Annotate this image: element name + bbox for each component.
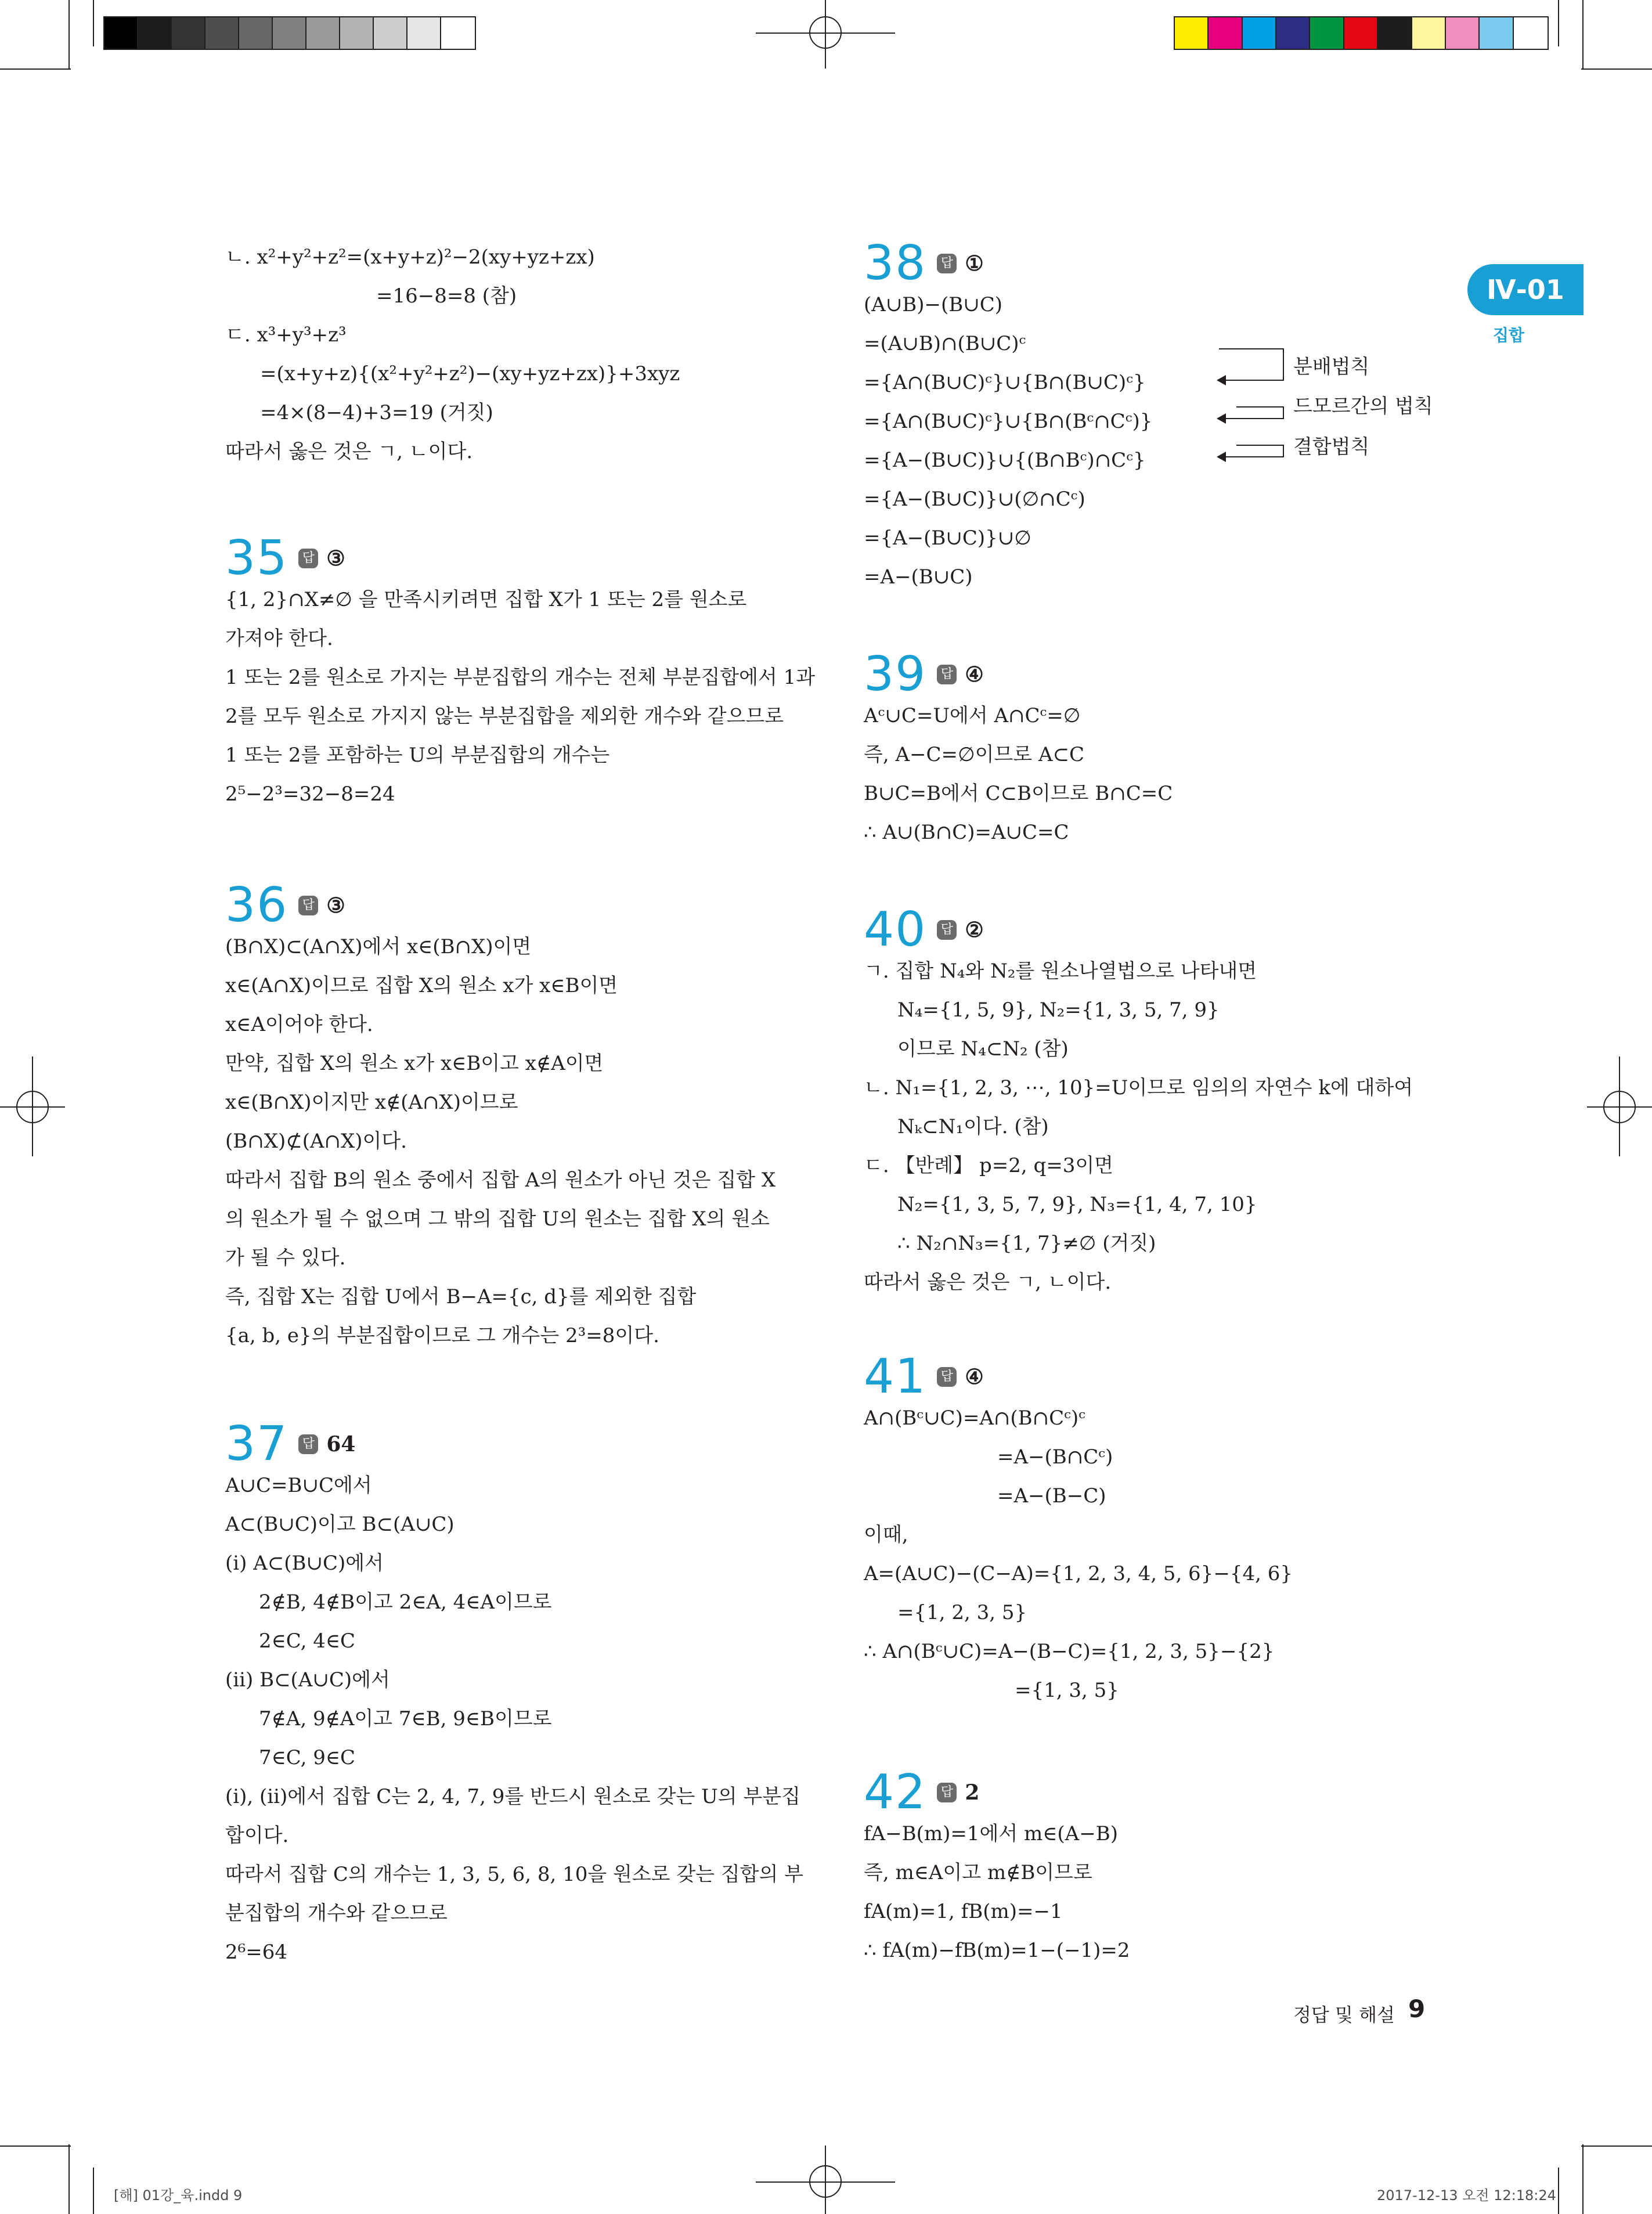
- solution-line: 7∈C, 9∈C: [259, 1746, 356, 1769]
- answer-value: ②: [965, 918, 984, 942]
- solution-line: ={A∩(B∪C)ᶜ}∪{B∩(B∪C)ᶜ}: [864, 371, 1146, 394]
- answer-badge: 답: [298, 1434, 318, 1454]
- gray-swatch: [340, 17, 374, 49]
- solution-line: {1, 2}∩X≠∅ 을 만족시키려면 집합 X가 1 또는 2를 원소로: [225, 588, 747, 611]
- gray-swatch: [138, 17, 172, 49]
- gray-swatch: [104, 17, 138, 49]
- solution-line: 2를 모두 원소로 가지지 않는 부분집합을 제외한 개수와 같으므로: [225, 705, 784, 728]
- solution-line: 따라서 옳은 것은 ㄱ, ㄴ이다.: [225, 440, 473, 463]
- solution-line: Aᶜ∪C=U에서 A∩Cᶜ=∅: [864, 704, 1081, 727]
- solution-line: x∈(B∩X)이지만 x∉(A∩X)이므로: [225, 1091, 518, 1114]
- crop-mark: [1581, 2146, 1652, 2147]
- gray-swatch: [441, 17, 475, 49]
- solution-line: 2⁵−2³=32−8=24: [225, 783, 395, 806]
- solution-line: 따라서 옳은 것은 ㄱ, ㄴ이다.: [864, 1271, 1112, 1294]
- gray-swatch: [407, 17, 441, 49]
- solution-line: (A∪B)−(B∪C): [864, 293, 1003, 316]
- solution-line: B∪C=B에서 C⊂B이므로 B∩C=C: [864, 782, 1173, 805]
- process-color-bar: [1174, 16, 1549, 50]
- solution-line: 7∉A, 9∉A이고 7∈B, 9∈B이므로: [259, 1707, 552, 1730]
- solution-line: (ⅱ) B⊂(A∪C)에서: [225, 1668, 390, 1692]
- problem-40: [864, 902, 1413, 1302]
- solution-line: 즉, m∈A이고 m∉B이므로: [864, 1861, 1092, 1884]
- solution-line: fA−B(m)=1에서 m∈(A−B): [864, 1822, 1118, 1845]
- problem-42: [864, 1765, 1375, 1970]
- problem-36: [225, 878, 806, 1355]
- gray-swatch: [205, 17, 239, 49]
- solution-line: =(x+y+z){(x²+y²+z²)−(xy+yz+zx)}+3xyz: [260, 362, 680, 385]
- solution-line: ㄴ. N₁={1, 2, 3, ⋯, 10}=U이므로 임의의 자연수 k에 대하여: [864, 1076, 1413, 1099]
- color-swatch: [1480, 17, 1513, 49]
- crop-mark: [93, 0, 94, 46]
- solution-line: ∴ N₂∩N₃={1, 7}≠∅ (거짓): [897, 1232, 1156, 1255]
- crop-mark: [1581, 68, 1652, 70]
- gray-swatch: [374, 17, 407, 49]
- solution-line: ={A−(B∪C)}∪{(B∩Bᶜ)∩Cᶜ}: [864, 449, 1146, 472]
- solution-line: (B∩X)⊄(A∩X)이다.: [225, 1130, 407, 1153]
- color-swatch: [1175, 17, 1209, 49]
- solution-line: 따라서 집합 C의 개수는 1, 3, 5, 6, 8, 10을 원소로 갖는 집합의 부: [225, 1863, 804, 1886]
- solution-line: (ⅰ), (ⅱ)에서 집합 C는 2, 4, 7, 9를 반드시 원소로 갖는 U의 부분집: [225, 1785, 800, 1808]
- crop-mark: [68, 0, 70, 70]
- solution-line: 즉, A−C=∅이므로 A⊂C: [864, 743, 1085, 766]
- solution-line: ㄷ. 【반례】 p=2, q=3이면: [864, 1154, 1114, 1177]
- solution-line: 가져야 한다.: [225, 627, 333, 650]
- solution-line: 즉, 집합 X는 집합 U에서 B−A={c, d}를 제외한 집합: [225, 1285, 697, 1308]
- solution-line: 의 원소가 될 수 없으며 그 밖의 집합 U의 원소는 집합 X의 원소: [225, 1207, 770, 1231]
- color-swatch: [1310, 17, 1344, 49]
- problem-number: 38: [864, 236, 927, 291]
- color-swatch: [1243, 17, 1276, 49]
- solution-line: A=(A∪C)−(C−A)={1, 2, 3, 4, 5, 6}−{4, 6}: [864, 1562, 1293, 1585]
- solution-line: fA(m)=1, fB(m)=−1: [864, 1900, 1063, 1923]
- problem-37: [225, 1416, 806, 1972]
- crop-mark: [1582, 2144, 1584, 2214]
- crop-mark: [1558, 0, 1559, 46]
- crop-mark: [1582, 0, 1584, 70]
- gray-swatch: [273, 17, 306, 49]
- crop-mark: [0, 2146, 71, 2147]
- answer-value: ③: [326, 893, 345, 918]
- crop-mark: [0, 68, 71, 70]
- answer-badge: 답: [298, 896, 318, 915]
- answer-badge: 답: [298, 549, 318, 568]
- gray-swatch: [306, 17, 340, 49]
- solution-line: x∈(A∩X)이므로 집합 X의 원소 x가 x∈B이면: [225, 974, 618, 997]
- problem-number: 36: [225, 878, 288, 933]
- chapter-tab-subtitle: 집합: [1493, 326, 1525, 345]
- solution-line: ={A−(B∪C)}∪∅: [864, 527, 1031, 550]
- solution-line: =A−(B∪C): [864, 565, 973, 589]
- solution-line: ={1, 3, 5}: [1015, 1679, 1119, 1702]
- solution-line: =A−(B∩Cᶜ): [997, 1445, 1113, 1469]
- solution-line: (ⅰ) A⊂(B∪C)에서: [225, 1552, 384, 1575]
- problem-number: 41: [864, 1349, 927, 1404]
- footer-label: 정답 및 해설: [1293, 2004, 1395, 2026]
- color-swatch: [1378, 17, 1412, 49]
- solution-line: 가 될 수 있다.: [225, 1246, 346, 1270]
- problem-number: 37: [225, 1416, 288, 1472]
- answer-badge: 답: [937, 665, 957, 684]
- solution-line: 2⁶=64: [225, 1941, 288, 1964]
- solution-line: ∴ A∩(Bᶜ∪C)=A−(B−C)={1, 2, 3, 5}−{2}: [864, 1640, 1275, 1663]
- solution-line: 1 또는 2를 포함하는 U의 부분집합의 개수는: [225, 744, 610, 767]
- solution-line: 이므로 N₄⊂N₂ (참): [897, 1037, 1069, 1061]
- solution-line: N₂={1, 3, 5, 7, 9}, N₃={1, 4, 7, 10}: [897, 1193, 1257, 1216]
- gray-swatch: [172, 17, 205, 49]
- solution-line: =(A∪B)∩(B∪C)ᶜ: [864, 332, 1026, 355]
- solution-line: A∩(Bᶜ∪C)=A∩(B∩Cᶜ)ᶜ: [864, 1407, 1085, 1430]
- solution-line: Nₖ⊂N₁이다. (참): [897, 1115, 1049, 1138]
- solution-line: N₄={1, 5, 9}, N₂={1, 3, 5, 7, 9}: [897, 998, 1220, 1022]
- associative-law-note: 결합법칙: [1293, 435, 1370, 459]
- color-swatch: [1514, 17, 1548, 49]
- answer-badge: 답: [937, 1783, 957, 1802]
- solution-line: ㄱ. 집합 N₄와 N₂를 원소나열법으로 나타내면: [864, 960, 1257, 983]
- color-swatch: [1344, 17, 1378, 49]
- intro-solution: [225, 238, 806, 471]
- gray-swatch: [239, 17, 273, 49]
- solution-line: =16−8=8 (참): [376, 284, 517, 308]
- problem-39: [864, 647, 1375, 852]
- solution-line: 따라서 집합 B의 원소 중에서 집합 A의 원소가 아닌 것은 집합 X: [225, 1169, 776, 1192]
- solution-line: 2∈C, 4∈C: [259, 1629, 356, 1653]
- solution-line: (B∩X)⊂(A∩X)에서 x∈(B∩X)이면: [225, 935, 532, 958]
- solution-line: A⊂(B∪C)이고 B⊂(A∪C): [225, 1513, 455, 1536]
- problem-number: 39: [864, 647, 927, 702]
- slug-file-info: [해] 01강_육.indd 9: [114, 2187, 243, 2204]
- solution-line: 분집합의 개수와 같으므로: [225, 1902, 448, 1925]
- solution-line: ∴ fA(m)−fB(m)=1−(−1)=2: [864, 1939, 1130, 1962]
- answer-value: 2: [965, 1780, 980, 1805]
- slug-timestamp: 2017-12-13 오전 12:18:24: [1377, 2187, 1556, 2204]
- solution-line: {a, b, e}의 부분집합이므로 그 개수는 2³=8이다.: [225, 1324, 659, 1347]
- solution-line: ={1, 2, 3, 5}: [897, 1601, 1027, 1624]
- solution-line: ∴ A∪(B∩C)=A∪C=C: [864, 821, 1069, 844]
- solution-line: 2∉B, 4∉B이고 2∈A, 4∈A이므로: [259, 1591, 552, 1614]
- de-morgan-law-note: 드모르간의 법칙: [1293, 395, 1433, 418]
- answer-value: ①: [965, 251, 984, 276]
- solution-line: ㄷ. x³+y³+z³: [225, 323, 347, 347]
- distributive-law-note: 분배법칙: [1293, 355, 1370, 378]
- solution-line: x∈A이어야 한다.: [225, 1013, 373, 1036]
- solution-line: ={A−(B∪C)}∪(∅∩Cᶜ): [864, 488, 1085, 511]
- color-swatch: [1209, 17, 1242, 49]
- grayscale-color-bar: [103, 16, 476, 50]
- problem-number: 40: [864, 902, 927, 957]
- answer-value: ③: [326, 546, 345, 571]
- answer-badge: 답: [937, 920, 957, 940]
- color-swatch: [1446, 17, 1480, 49]
- solution-line: =A−(B−C): [997, 1484, 1106, 1508]
- color-swatch: [1412, 17, 1446, 49]
- problem-number: 35: [225, 531, 288, 586]
- chapter-tab: Ⅳ-01: [1467, 264, 1584, 315]
- page-number: 9: [1408, 1995, 1426, 2023]
- answer-value: ④: [965, 1365, 984, 1389]
- answer-value: 64: [326, 1432, 356, 1456]
- crop-mark: [68, 2144, 70, 2214]
- color-swatch: [1276, 17, 1310, 49]
- solution-line: 만약, 집합 X의 원소 x가 x∈B이고 x∉A이면: [225, 1052, 604, 1075]
- solution-line: 1 또는 2를 원소로 가지는 부분집합의 개수는 전체 부분집합에서 1과: [225, 666, 816, 689]
- solution-line: =4×(8−4)+3=19 (거짓): [260, 401, 493, 424]
- answer-badge: 답: [937, 254, 957, 273]
- problem-41: [864, 1349, 1375, 1710]
- answer-value: ④: [965, 662, 984, 687]
- solution-line: A∪C=B∪C에서: [225, 1474, 372, 1497]
- solution-line: 이때,: [864, 1523, 908, 1546]
- solution-line: ㄴ. x²+y²+z²=(x+y+z)²−2(xy+yz+zx): [225, 246, 595, 269]
- answer-badge: 답: [937, 1367, 957, 1387]
- solution-line: ={A∩(B∪C)ᶜ}∪{B∩(Bᶜ∩Cᶜ)}: [864, 410, 1153, 433]
- crop-mark: [93, 2168, 94, 2214]
- problem-35: [225, 531, 816, 814]
- solution-line: 합이다.: [225, 1824, 289, 1847]
- problem-number: 42: [864, 1765, 927, 1820]
- crop-mark: [1558, 2168, 1559, 2214]
